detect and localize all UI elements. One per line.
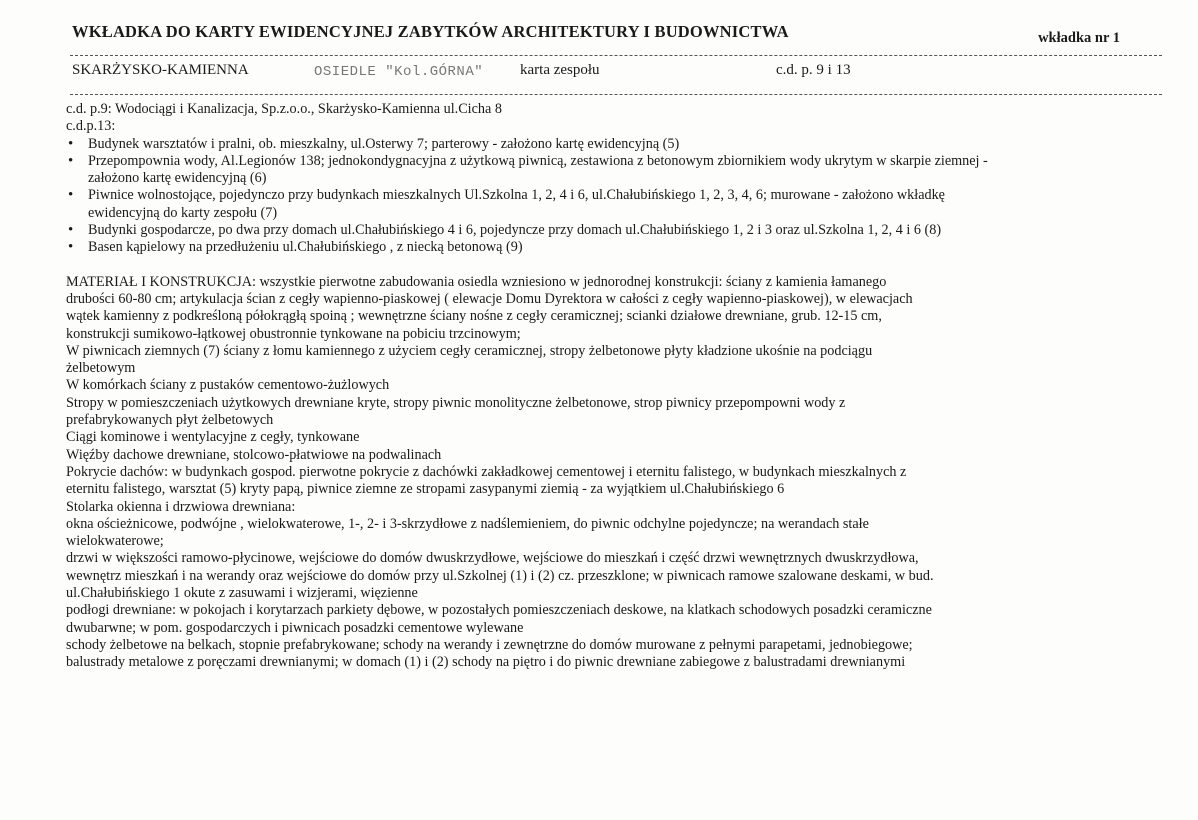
body-line: Więźby dachowe drewniane, stolcowo-płatwiowe na podwalinach: [66, 446, 442, 463]
city-name: SKARŻYSKO-KAMIENNA: [72, 62, 249, 78]
list-item: • Przepompownia wody, Al.Legionów 138; jednokondygnacyjna z użytkową piwnicą, zestawiona z betonowym zbiornikiem wody ukrytym w skarpie ziemnej - założono kartę ewidencyjną (6): [66, 153, 1156, 188]
list-item: • Piwnice wolnostojące, pojedynczo przy budynkach mieszkalnych Ul.Szkolna 1, 2, 4 i 6, ul.Chałubińskiego 1, 2, 3, 4, 6; murowane - założono wkładkę ewidencyjną do karty zespołu (7): [66, 187, 1156, 222]
body-line: Stropy w pomieszczeniach użytkowych drewniane kryte, stropy piwnic monolityczne żelbetonowe, strop piwnicy przepompowni wody z: [66, 394, 846, 411]
body-line: Ciągi kominowe i wentylacyjne z cegły, tynkowane: [66, 429, 360, 446]
divider-bottom: [70, 94, 1162, 95]
body-line: MATERIAŁ I KONSTRUKCJA: wszystkie pierwotne zabudowania osiedla wzniesiono w jednorodnej konstrukcji: ściany z kamienia łamanego: [66, 273, 887, 290]
body-line: dwubarwne; w pom. gospodarczych i piwnicach posadzki cementowe wylewane: [66, 619, 524, 636]
continuation-ref: c.d. p. 9 i 13: [776, 62, 851, 78]
estate-stamp: OSIEDLE "Kol.GÓRNA": [314, 64, 484, 80]
body-line: wątek kamienny z podkreśloną półokrągłą spoiną ; wewnętrzne ściany nośne z cegły ceramicznej; scianki działowe drewniane, grub. 12-15 cm,: [66, 308, 882, 325]
card-type: karta zespołu: [520, 62, 600, 78]
body-line: eternitu falistego, warsztat (5) kryty papą, piwnice ziemne ze stropami zasypanymi ziemią - za wyjątkiem ul.Chałubińskiego 6: [66, 481, 785, 498]
list-item: • Budynek warsztatów i pralni, ob. mieszkalny, ul.Osterwy 7; parterowy - założono kartę ewidencyjną (5): [66, 136, 1156, 153]
materials-section: [66, 274, 1156, 672]
insert-number: wkładka nr 1: [1038, 30, 1120, 46]
body-line: Stolarka okienna i drzwiowa drewniana:: [66, 498, 296, 515]
body-line: okna ościeżnicowe, podwójne , wielokwaterowe, 1-, 2- i 3-skrzydłowe z nadślemieniem, do piwnic odchylne pojedyncze; na werandach stałe: [66, 515, 869, 532]
body-line: drubości 60-80 cm; artykulacja ścian z cegły wapienno-piaskowej ( elewacje Domu Dyrektora w całości z cegły wapienno-piaskowej), w elewacjach: [66, 290, 913, 307]
divider-top: [70, 55, 1162, 56]
body-line: prefabrykowanych płyt żelbetowych: [66, 412, 274, 429]
document-body: [66, 101, 1156, 672]
body-line: konstrukcji sumikowo-łątkowej obustronnie tynkowane na pobiciu trzcinowym;: [66, 325, 521, 342]
objects-list: [66, 136, 1156, 257]
body-line: ul.Chałubińskiego 1 okute z zasuwami i wizjerami, więzienne: [66, 585, 418, 602]
intro-line: c.d.p.13:: [66, 118, 116, 135]
body-line: W piwnicach ziemnych (7) ściany z łomu kamiennego z użyciem cegły ceramicznej, stropy żelbetonowe płyty kładzione ukośnie na podciągu: [66, 342, 873, 359]
body-line: drzwi w większości ramowo-płycinowe, wejściowe do domów dwuskrzydłowe, wejściowe do mieszkań i część drzwi wewnętrznych dwuskrzydłowa,: [66, 550, 919, 567]
body-line: podłogi drewniane: w pokojach i korytarzach parkiety dębowe, w pozostałych pomieszczeniach deskowe, na klatkach schodowych posadzki ceramiczne: [66, 602, 932, 619]
body-line: wewnętrz mieszkań i na werandy oraz wejściowe do domów przy ul.Szkolnej (1) i (2) cz. przeszklone; w piwnicach ramowe szalowane deskami, w bud.: [66, 567, 934, 584]
body-line: Pokrycie dachów: w budynkach gospod. pierwotne pokrycie z dachówki zakładkowej cementowej i eternitu falistego, w budynkach mieszkalnych z: [66, 463, 907, 480]
spacer: [66, 257, 1156, 274]
body-line: wielokwaterowe;: [66, 533, 164, 550]
body-line: balustrady metalowe z poręczami drewnianymi; w domach (1) i (2) schody na piętro i do piwnic drewniane zabiegowe z balustradami drewnianymi: [66, 654, 906, 671]
body-line: schody żelbetowe na belkach, stopnie prefabrykowane; schody na werandy i zewnętrzne do domów murowane z pełnymi parapetami, jednobiegowe;: [66, 636, 913, 653]
document-title: WKŁADKA DO KARTY EWIDENCYJNEJ ZABYTKÓW ARCHITEKTURY I BUDOWNICTWA: [72, 22, 789, 41]
body-line: żelbetowym: [66, 360, 136, 377]
list-item: • Basen kąpielowy na przedłużeniu ul.Chałubińskiego , z niecką betonową (9): [66, 239, 1156, 256]
list-item: • Budynki gospodarcze, po dwa przy domach ul.Chałubińskiego 4 i 6, pojedyncze przy domach ul.Chałubińskiego 1, 2 i 3 oraz ul.Szkolna 1, 2, 4 i 6 (8): [66, 222, 1156, 239]
body-line: W komórkach ściany z pustaków cementowo-żużlowych: [66, 377, 390, 394]
intro-line: c.d. p.9: Wodociągi i Kanalizacja, Sp.z.o.o., Skarżysko-Kamienna ul.Cicha 8: [66, 101, 502, 117]
